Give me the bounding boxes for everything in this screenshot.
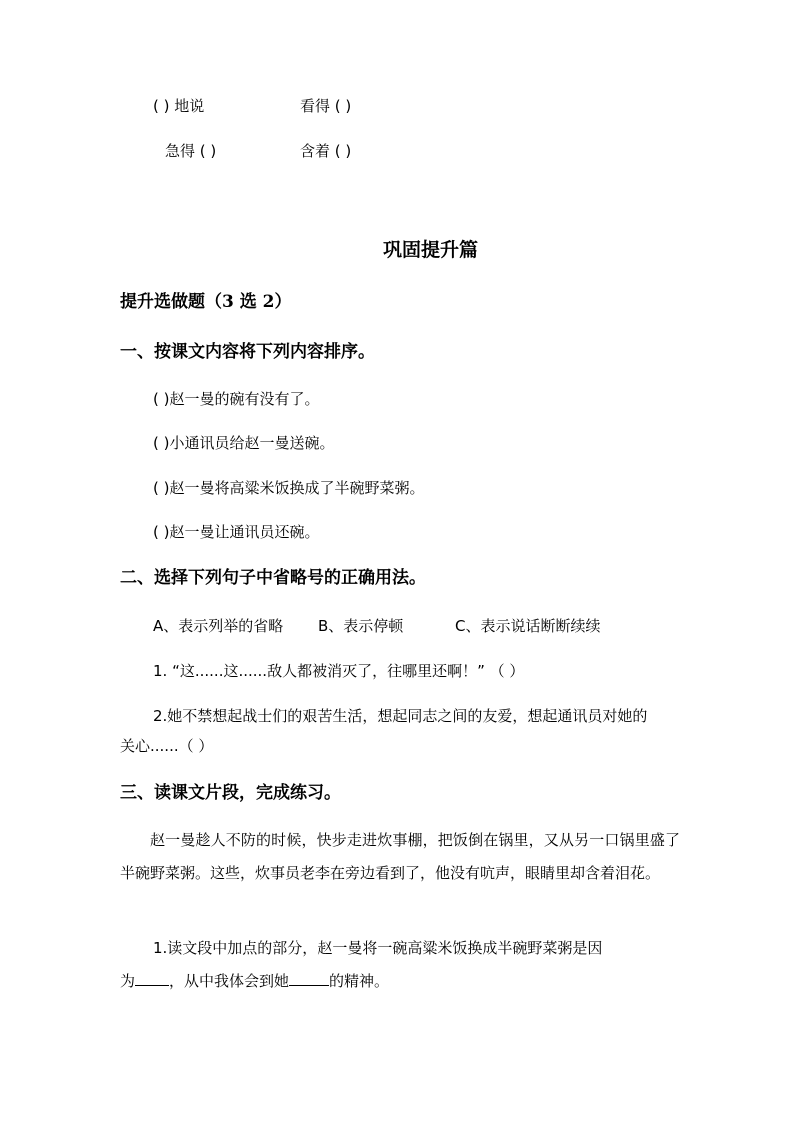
answer-blank-reason[interactable] (135, 969, 169, 986)
q3-question-text-c: 的精神。 (329, 972, 390, 990)
fill-item-ji-de: 急得 ( ) (165, 142, 217, 160)
q2-sentence-2-line-2: 关心......（ ） (120, 737, 214, 755)
q1-item-4: ( )赵一曼让通讯员还碗。 (153, 523, 320, 541)
q2-option-b: B、表示停顿 (318, 617, 404, 635)
q2-option-c: C、表示说话断断续续 (455, 617, 601, 635)
subtitle: 提升选做题（3 选 2） (120, 292, 292, 312)
q3-question-line-2 (120, 969, 389, 991)
q2-option-a: A、表示列举的省略 (153, 617, 284, 635)
section-title: 巩固提升篇 (383, 239, 479, 261)
fill-item-didi-shuo: ( ) 地说 (153, 97, 205, 115)
q1-item-3: ( )赵一曼将高粱米饭换成了半碗野菜粥。 (153, 479, 425, 497)
q3-question-text-b: ，从中我体会到她 (169, 972, 290, 990)
fill-item-han-zhe: 含着 ( ) (300, 142, 352, 160)
q3-heading: 三、读课文片段，完成练习。 (120, 783, 341, 803)
q2-sentence-2-line-1: 2.她不禁想起战士们的艰苦生活，想起同志之间的友爱，想起通讯员对她的 (153, 707, 648, 725)
answer-blank-spirit[interactable] (289, 969, 329, 986)
q1-item-1: ( )赵一曼的碗有没有了。 (153, 390, 320, 408)
q1-item-2: ( )小通讯员给赵一曼送碗。 (153, 434, 335, 452)
q1-heading: 一、按课文内容将下列内容排序。 (120, 342, 375, 362)
q3-question-line-1: 1.读文段中加点的部分，赵一曼将一碗高粱米饭换成半碗野菜粥是因 (153, 939, 603, 957)
q3-question-text-a: 为 (120, 972, 136, 990)
q3-passage: 赵一曼趁人不防的时候，快步走进炊事棚，把饭倒在锅里，又从另一口锅里盛了半碗野菜粥。这些，炊事员老李在旁边看到了，他没有吭声，眼睛里却含着泪花。 (120, 831, 680, 882)
q2-sentence-1: 1. “这......这......敌人都被消灭了，往哪里还啊！” （ ） (153, 662, 525, 680)
fill-item-kan-de: 看得 ( ) (300, 97, 352, 115)
q2-heading: 二、选择下列句子中省略号的正确用法。 (120, 568, 426, 588)
